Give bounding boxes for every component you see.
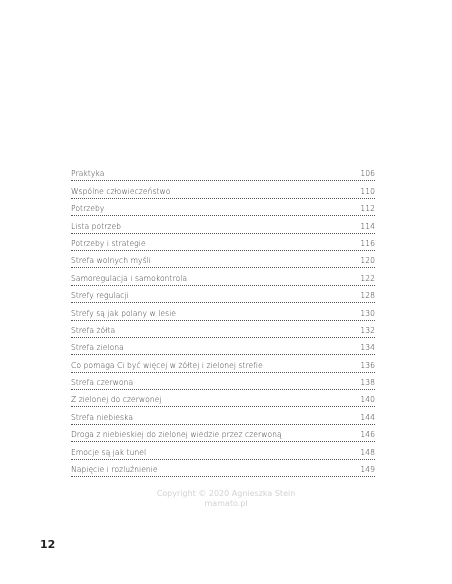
toc-entry bbox=[71, 373, 375, 390]
toc-entry-title: Potrzeby bbox=[71, 204, 105, 214]
toc-entry-page: 130 bbox=[360, 308, 375, 318]
toc-entry-page: 140 bbox=[360, 395, 375, 405]
toc-entry-title: Strefy regulacji bbox=[71, 291, 129, 301]
toc-entry-title: Emocje są jak tunel bbox=[71, 447, 147, 457]
toc-entry-title: Potrzeby i strategie bbox=[71, 238, 146, 248]
toc-entry-page: 138 bbox=[360, 378, 375, 388]
toc-entry-page: 132 bbox=[360, 325, 375, 335]
toc-entry bbox=[71, 234, 375, 251]
toc-entry bbox=[71, 390, 375, 407]
toc-entry-title: Praktyka bbox=[71, 169, 105, 179]
toc-entry bbox=[71, 199, 375, 216]
toc-entry bbox=[71, 338, 375, 355]
page-number: 12 bbox=[40, 538, 56, 551]
table-of-contents bbox=[71, 164, 375, 477]
toc-entry bbox=[71, 407, 375, 424]
toc-entry bbox=[71, 251, 375, 268]
toc-entry bbox=[71, 321, 375, 338]
toc-entry bbox=[71, 355, 375, 372]
toc-entry-page: 144 bbox=[360, 412, 375, 422]
toc-entry bbox=[71, 286, 375, 303]
toc-entry-page: 120 bbox=[360, 256, 375, 266]
toc-entry-title: Lista potrzeb bbox=[71, 221, 122, 231]
toc-entry-title: Napięcie i rozluźnienie bbox=[71, 465, 158, 475]
toc-entry-page: 148 bbox=[360, 447, 375, 457]
toc-entry bbox=[71, 442, 375, 459]
toc-entry bbox=[71, 181, 375, 198]
toc-entry-title: Strefa czerwona bbox=[71, 378, 134, 388]
toc-entry bbox=[71, 460, 375, 477]
toc-entry-page: 149 bbox=[360, 465, 375, 475]
toc-entry-page: 110 bbox=[360, 186, 375, 196]
toc-entry-title: Co pomaga Ci być więcej w żółtej i zielonej strefie bbox=[71, 360, 263, 370]
toc-entry-title: Strefa zielona bbox=[71, 343, 124, 353]
toc-entry bbox=[71, 164, 375, 181]
toc-entry bbox=[71, 216, 375, 233]
toc-entry-page: 146 bbox=[360, 430, 375, 440]
toc-entry-page: 136 bbox=[360, 360, 375, 370]
toc-entry bbox=[71, 268, 375, 285]
toc-entry-title: Droga z niebieskiej do zielonej wiedzie przez czerwoną bbox=[71, 430, 282, 440]
toc-entry-title: Strefa żółta bbox=[71, 325, 116, 335]
toc-entry-title: Wspólne człowieczeństwo bbox=[71, 186, 171, 196]
toc-entry-page: 134 bbox=[360, 343, 375, 353]
website-watermark: mamato.pl bbox=[204, 499, 248, 508]
toc-entry-title: Samoregulacja i samokontrola bbox=[71, 273, 188, 283]
toc-entry-page: 116 bbox=[360, 238, 375, 248]
toc-entry-title: Strefa niebieska bbox=[71, 412, 134, 422]
toc-entry-page: 128 bbox=[360, 291, 375, 301]
toc-entry-page: 114 bbox=[360, 221, 375, 231]
toc-entry-page: 106 bbox=[360, 169, 375, 179]
copyright-watermark: Copyright © 2020 Agnieszka Stein bbox=[156, 489, 296, 498]
toc-entry bbox=[71, 425, 375, 442]
toc-entry-title: Strefy są jak polany w lesie bbox=[71, 308, 176, 318]
toc-entry bbox=[71, 303, 375, 320]
toc-entry-page: 122 bbox=[360, 273, 375, 283]
toc-entry-title: Strefa wolnych myśli bbox=[71, 256, 151, 266]
toc-entry-title: Z zielonej do czerwonej bbox=[71, 395, 162, 405]
toc-entry-page: 112 bbox=[360, 204, 375, 214]
